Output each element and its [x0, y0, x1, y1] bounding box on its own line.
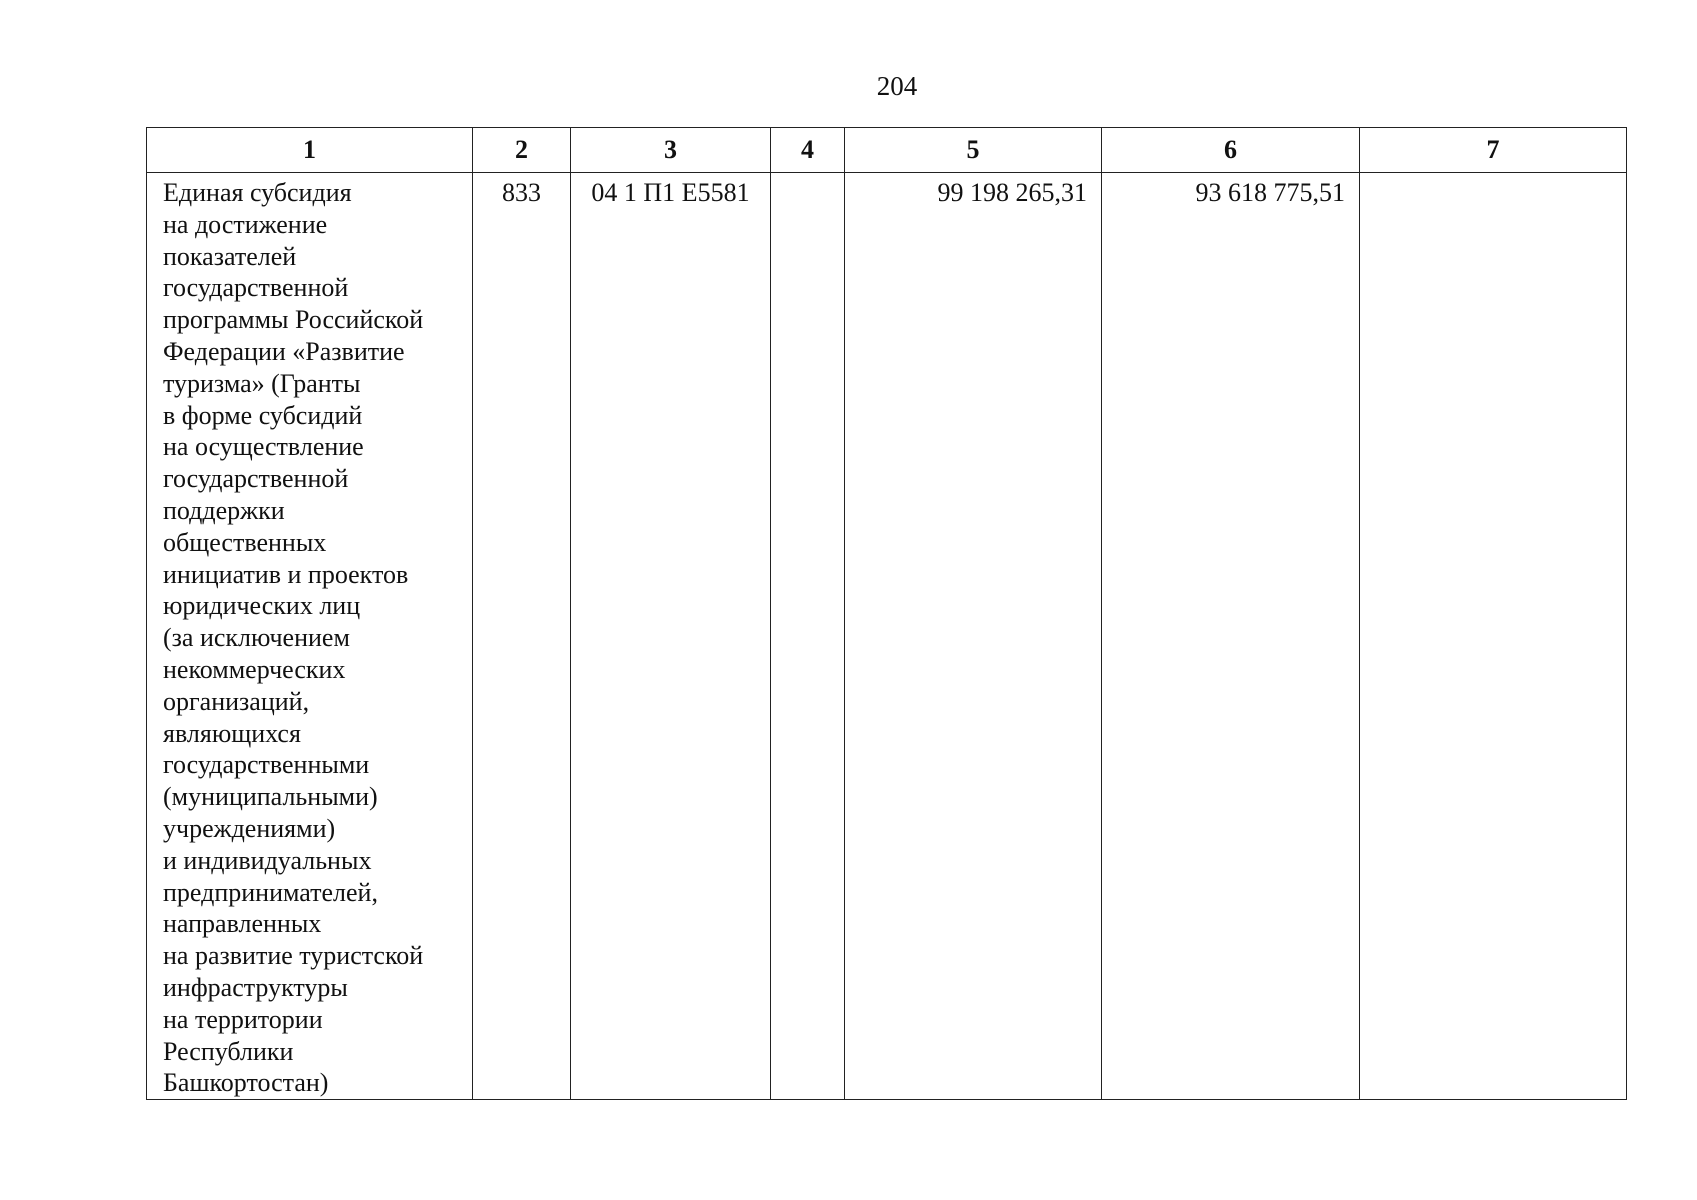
classification-cell: 04 1 П1 Е5581	[571, 173, 771, 1100]
description-line: (муниципальными)	[163, 782, 378, 812]
description-line: на развитие туристской	[163, 941, 424, 971]
description-line: инфраструктуры	[163, 972, 348, 1002]
description-line: поддержки	[163, 495, 285, 525]
description-line: на территории	[163, 1004, 323, 1034]
description-line: Федерации «Развитие	[163, 336, 405, 366]
description-line: Единая субсидия	[163, 178, 352, 207]
description-line: на осуществление	[163, 432, 364, 462]
table-row	[147, 173, 1627, 1100]
description-line: инициатив и проектов	[163, 559, 409, 589]
description-line: направленных	[163, 909, 322, 939]
description-line: государственной	[163, 273, 349, 303]
header-col-7: 7	[1360, 128, 1627, 173]
description-line: туризма» (Гранты	[163, 368, 361, 398]
description-line: и индивидуальных	[163, 845, 372, 875]
description-line: предпринимателей,	[163, 877, 378, 907]
description-line: в форме субсидий	[163, 400, 363, 430]
description-line: показателей	[163, 241, 297, 271]
description-line: Башкортостан)	[163, 1068, 329, 1098]
description-line: юридических лиц	[163, 591, 361, 621]
header-row	[147, 128, 1627, 173]
description-line: организаций,	[163, 686, 310, 716]
description-line: некоммерческих	[163, 654, 346, 684]
description-line: учреждениями)	[163, 813, 336, 843]
page-number: 204	[876, 71, 918, 101]
description-line: (за исключением	[163, 623, 350, 653]
col4-cell	[771, 173, 845, 1100]
description-line: являющихся	[163, 718, 301, 748]
description-cell	[147, 173, 473, 1100]
description-line: программы Российской	[163, 305, 424, 335]
amount-col5-cell: 99 198 265,31	[845, 173, 1102, 1100]
description-line: Республики	[163, 1036, 294, 1066]
header-col-1: 1	[147, 128, 473, 173]
header-col-2: 2	[473, 128, 571, 173]
description-line: государственными	[163, 750, 370, 780]
code-cell: 833	[473, 173, 571, 1100]
amount-col6-cell: 93 618 775,51	[1102, 173, 1360, 1100]
header-col-4: 4	[771, 128, 845, 173]
header-col-3: 3	[571, 128, 771, 173]
description-line: государственной	[163, 464, 349, 494]
description-line: общественных	[163, 527, 327, 557]
header-col-5: 5	[845, 128, 1102, 173]
col7-cell	[1360, 173, 1627, 1100]
header-col-6: 6	[1102, 128, 1360, 173]
budget-table	[146, 127, 1627, 1100]
description-line: на достижение	[163, 209, 328, 239]
